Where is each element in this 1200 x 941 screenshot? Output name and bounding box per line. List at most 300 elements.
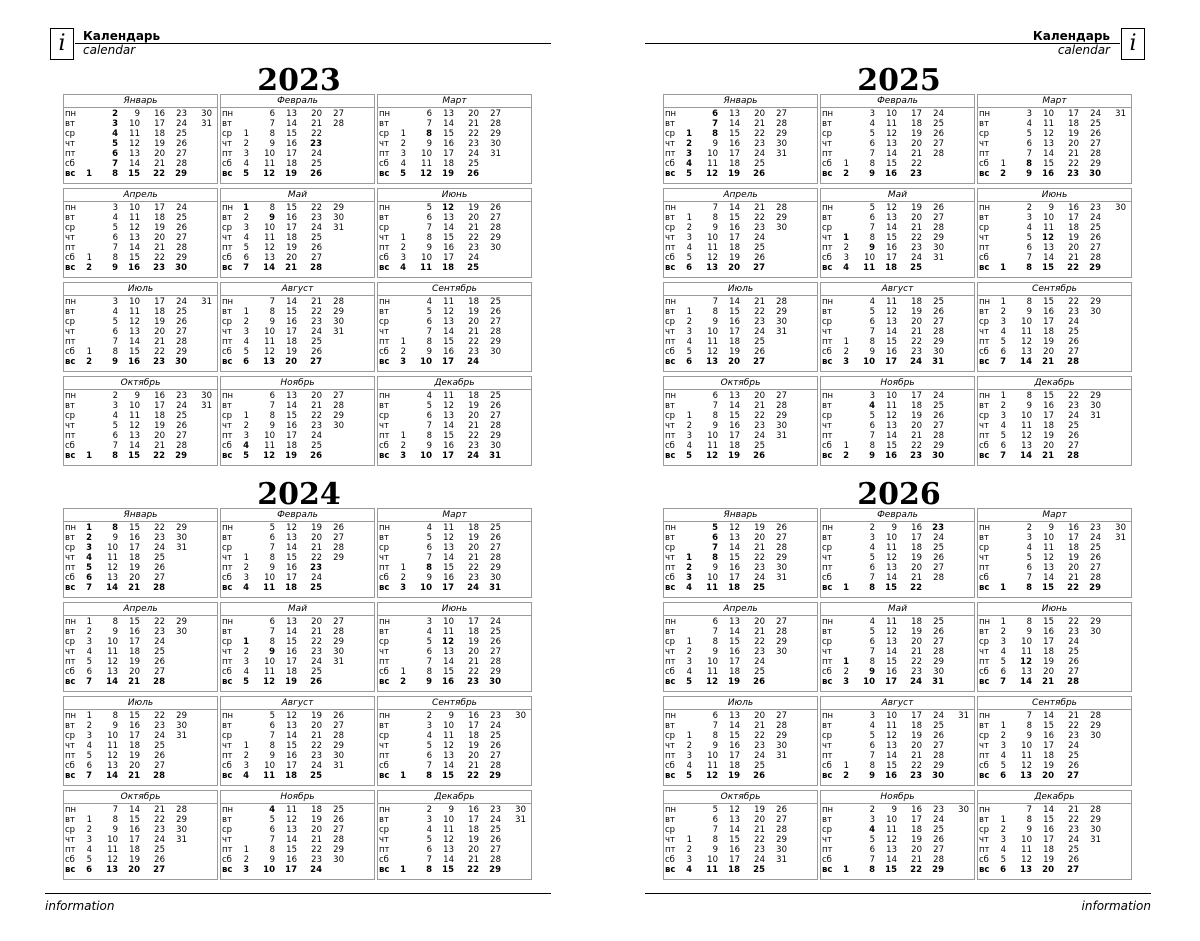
day-cell: 5 xyxy=(686,347,692,357)
weekday-row xyxy=(64,637,217,647)
day-cell: 23 xyxy=(933,805,944,815)
day-cell: 24 xyxy=(468,253,479,263)
day-cell: 25 xyxy=(154,553,165,563)
weekday-row xyxy=(664,441,817,451)
day-cell: 21 xyxy=(1042,357,1054,367)
weekday-row xyxy=(978,223,1131,233)
weekday-row xyxy=(64,391,217,401)
weekday-label: вт xyxy=(665,401,675,411)
weekday-label: ср xyxy=(665,317,676,327)
weekday-label: чт xyxy=(222,741,232,751)
day-cell: 12 xyxy=(264,347,275,357)
day-cell: 24 xyxy=(1068,317,1079,327)
day-cell: 23 xyxy=(910,771,922,781)
day-cell: 20 xyxy=(468,109,479,119)
day-cell: 13 xyxy=(729,711,740,721)
day-cell: 16 xyxy=(128,263,140,273)
day-cell: 20 xyxy=(911,741,922,751)
day-cell: 1 xyxy=(843,337,849,347)
weekday-row xyxy=(221,411,374,421)
day-cell: 11 xyxy=(886,119,897,129)
weekday-label: чт xyxy=(222,421,232,431)
day-cell: 16 xyxy=(154,109,165,119)
day-cell: 3 xyxy=(686,149,692,159)
weekday-label: пн xyxy=(222,297,234,307)
weekday-row xyxy=(221,835,374,845)
day-cell: 14 xyxy=(1020,451,1032,461)
day-cell: 18 xyxy=(911,721,922,731)
day-cell: 29 xyxy=(333,411,344,421)
weekday-label: вт xyxy=(979,307,989,317)
day-cell: 12 xyxy=(129,139,140,149)
day-cell: 21 xyxy=(154,243,165,253)
day-cell: 7 xyxy=(869,223,875,233)
day-cell: 15 xyxy=(443,129,454,139)
day-cell: 6 xyxy=(712,533,718,543)
weekday-label: вт xyxy=(379,533,389,543)
weekday-row xyxy=(64,223,217,233)
day-cell: 24 xyxy=(311,761,322,771)
weekday-row xyxy=(664,657,817,667)
day-cell: 23 xyxy=(467,677,479,687)
weekday-row xyxy=(64,149,217,159)
weekday-row xyxy=(221,805,374,815)
day-cell: 3 xyxy=(86,835,92,845)
weekday-row xyxy=(821,441,974,451)
day-cell: 19 xyxy=(468,533,479,543)
day-cell: 16 xyxy=(286,139,297,149)
day-cell: 3 xyxy=(243,327,249,337)
day-cell: 9 xyxy=(1048,523,1054,533)
month-name: Июнь xyxy=(378,603,531,616)
day-cell: 30 xyxy=(515,805,526,815)
day-cell: 2 xyxy=(843,347,849,357)
day-cell: 23 xyxy=(311,421,322,431)
day-cell: 22 xyxy=(1067,263,1079,273)
weekday-label: ср xyxy=(979,317,990,327)
day-cell: 14 xyxy=(886,223,897,233)
day-cell: 8 xyxy=(1026,617,1032,627)
day-cell: 19 xyxy=(129,657,140,667)
day-cell: 27 xyxy=(333,109,344,119)
day-cell: 30 xyxy=(776,223,787,233)
day-cell: 3 xyxy=(86,637,92,647)
day-cell: 16 xyxy=(129,825,140,835)
day-cell: 9 xyxy=(712,647,718,657)
day-cell: 28 xyxy=(333,543,344,553)
weekday-label: пт xyxy=(665,563,676,573)
day-cell: 13 xyxy=(286,533,297,543)
day-cell: 28 xyxy=(776,297,787,307)
day-cell: 21 xyxy=(911,573,922,583)
weekday-row xyxy=(821,617,974,627)
day-cell: 1 xyxy=(843,159,849,169)
day-cell: 18 xyxy=(154,213,165,223)
day-cell: 3 xyxy=(843,253,849,263)
day-cell: 29 xyxy=(776,835,787,845)
day-cell: 16 xyxy=(129,533,140,543)
day-cell: 11 xyxy=(443,731,454,741)
day-cell: 2 xyxy=(426,711,432,721)
day-cell: 21 xyxy=(911,855,922,865)
day-cell: 26 xyxy=(154,657,165,667)
day-cell: 16 xyxy=(886,243,897,253)
day-cell: 20 xyxy=(286,253,297,263)
day-cell: 22 xyxy=(311,203,322,213)
day-cell: 24 xyxy=(467,451,479,461)
day-cell: 30 xyxy=(776,139,787,149)
day-cell: 22 xyxy=(468,431,479,441)
day-cell: 3 xyxy=(686,431,692,441)
month-block xyxy=(220,188,375,278)
day-cell: 3 xyxy=(112,401,118,411)
weekday-row xyxy=(64,721,217,731)
day-cell: 25 xyxy=(154,741,165,751)
day-cell: 29 xyxy=(333,307,344,317)
day-cell: 28 xyxy=(933,431,944,441)
weekday-label: вс xyxy=(379,357,390,367)
day-cell: 9 xyxy=(426,677,432,687)
day-cell: 10 xyxy=(886,533,897,543)
day-cell: 12 xyxy=(263,451,275,461)
day-cell: 27 xyxy=(933,563,944,573)
day-cell: 29 xyxy=(175,451,187,461)
day-cell: 11 xyxy=(1021,421,1032,431)
weekday-label: чт xyxy=(379,233,389,243)
month-name: Август xyxy=(821,283,974,296)
day-cell: 2 xyxy=(243,751,249,761)
day-cell: 7 xyxy=(112,337,118,347)
day-cell: 19 xyxy=(911,411,922,421)
weekday-row xyxy=(378,583,531,593)
day-cell: 1 xyxy=(86,451,92,461)
day-cell: 13 xyxy=(729,391,740,401)
day-cell: 8 xyxy=(269,741,275,751)
weekday-label: чт xyxy=(665,233,675,243)
day-cell: 25 xyxy=(1068,845,1079,855)
day-cell: 4 xyxy=(112,129,118,139)
year-title: 2026 xyxy=(857,477,941,512)
day-cell: 12 xyxy=(886,731,897,741)
day-cell: 28 xyxy=(933,855,944,865)
day-cell: 14 xyxy=(129,441,140,451)
day-cell: 11 xyxy=(863,263,875,273)
month-name: Январь xyxy=(664,509,817,522)
day-cell: 5 xyxy=(86,563,92,573)
weekday-label: ср xyxy=(379,317,390,327)
day-cell: 1 xyxy=(1000,159,1006,169)
weekday-label: чт xyxy=(822,835,832,845)
day-cell: 20 xyxy=(129,573,140,583)
weekday-label: ср xyxy=(379,543,390,553)
weekday-row xyxy=(221,563,374,573)
weekday-row xyxy=(821,307,974,317)
day-cell: 16 xyxy=(286,855,297,865)
day-cell: 25 xyxy=(754,667,765,677)
day-cell: 2 xyxy=(869,805,875,815)
weekday-row xyxy=(664,741,817,751)
weekday-label: сб xyxy=(65,347,75,357)
weekday-label: сб xyxy=(665,159,675,169)
weekday-label: сб xyxy=(979,441,989,451)
weekday-row xyxy=(64,337,217,347)
day-cell: 31 xyxy=(201,297,212,307)
day-cell: 23 xyxy=(468,441,479,451)
day-cell: 16 xyxy=(885,169,897,179)
day-cell: 30 xyxy=(333,647,344,657)
weekday-label: пт xyxy=(222,563,233,573)
day-cell: 9 xyxy=(426,347,432,357)
day-cell: 1 xyxy=(1000,391,1006,401)
day-cell: 30 xyxy=(1090,731,1101,741)
day-cell: 3 xyxy=(869,815,875,825)
day-cell: 15 xyxy=(729,411,740,421)
weekday-row xyxy=(978,129,1131,139)
day-cell: 13 xyxy=(1043,243,1054,253)
weekday-label: сб xyxy=(379,159,389,169)
day-cell: 13 xyxy=(286,721,297,731)
weekday-row xyxy=(664,347,817,357)
day-cell: 24 xyxy=(1090,213,1101,223)
weekday-label: ср xyxy=(222,731,233,741)
day-cell: 16 xyxy=(443,347,454,357)
day-cell: 22 xyxy=(154,617,165,627)
weekday-row xyxy=(378,401,531,411)
weekday-label: пн xyxy=(665,805,677,815)
weekday-row xyxy=(664,411,817,421)
day-cell: 24 xyxy=(933,391,944,401)
day-cell: 9 xyxy=(426,441,432,451)
weekday-label: вс xyxy=(979,583,990,593)
day-cell: 20 xyxy=(311,617,322,627)
day-cell: 17 xyxy=(911,711,922,721)
weekday-label: чт xyxy=(222,233,232,243)
day-cell: 27 xyxy=(490,411,501,421)
day-cell: 25 xyxy=(1068,327,1079,337)
month-block xyxy=(63,188,218,278)
day-cell: 17 xyxy=(286,223,297,233)
month-block xyxy=(663,696,818,786)
day-cell: 16 xyxy=(729,421,740,431)
weekday-label: вт xyxy=(222,119,232,129)
day-cell: 6 xyxy=(1000,347,1006,357)
day-cell: 4 xyxy=(843,263,849,273)
weekday-label: пн xyxy=(65,523,77,533)
weekday-row xyxy=(664,731,817,741)
day-cell: 8 xyxy=(426,233,432,243)
day-cell: 20 xyxy=(154,149,165,159)
day-cell: 30 xyxy=(933,243,944,253)
day-cell: 21 xyxy=(754,203,765,213)
day-cell: 9 xyxy=(712,563,718,573)
month-block xyxy=(63,376,218,466)
day-cell: 19 xyxy=(285,169,297,179)
day-cell: 21 xyxy=(311,119,322,129)
day-cell: 31 xyxy=(1090,835,1101,845)
day-cell: 18 xyxy=(468,391,479,401)
day-cell: 20 xyxy=(1042,865,1054,875)
day-cell: 3 xyxy=(1026,109,1032,119)
day-cell: 20 xyxy=(285,357,297,367)
weekday-label: сб xyxy=(379,573,389,583)
weekday-label: чт xyxy=(379,553,389,563)
weekday-row xyxy=(378,203,531,213)
weekday-label: ср xyxy=(65,129,76,139)
day-cell: 23 xyxy=(1068,825,1079,835)
day-cell: 19 xyxy=(311,523,322,533)
day-cell: 4 xyxy=(112,213,118,223)
day-cell: 25 xyxy=(490,731,501,741)
day-cell: 4 xyxy=(426,523,432,533)
day-cell: 1 xyxy=(400,563,406,573)
weekday-row xyxy=(221,263,374,273)
day-cell: 23 xyxy=(1068,627,1079,637)
day-cell: 17 xyxy=(286,431,297,441)
weekday-label: пт xyxy=(822,243,833,253)
weekday-row xyxy=(664,805,817,815)
weekday-row xyxy=(664,401,817,411)
weekday-label: вт xyxy=(979,721,989,731)
day-cell: 27 xyxy=(490,317,501,327)
weekday-row xyxy=(664,213,817,223)
weekday-row xyxy=(64,741,217,751)
day-cell: 5 xyxy=(112,317,118,327)
month-block xyxy=(820,376,975,466)
weekday-label: пт xyxy=(379,243,390,253)
day-cell: 24 xyxy=(754,431,765,441)
day-cell: 25 xyxy=(933,401,944,411)
day-cell: 16 xyxy=(885,771,897,781)
day-cell: 16 xyxy=(128,357,140,367)
day-cell: 11 xyxy=(706,865,718,875)
day-cell: 24 xyxy=(311,573,322,583)
day-cell: 24 xyxy=(310,865,322,875)
day-cell: 8 xyxy=(712,835,718,845)
month-block xyxy=(63,282,218,372)
day-cell: 8 xyxy=(712,731,718,741)
day-cell: 28 xyxy=(153,677,165,687)
month-block xyxy=(377,376,532,466)
day-cell: 24 xyxy=(176,119,187,129)
weekday-label: пт xyxy=(979,751,990,761)
day-cell: 20 xyxy=(154,327,165,337)
day-cell: 18 xyxy=(154,307,165,317)
weekday-row xyxy=(978,317,1131,327)
weekday-label: сб xyxy=(222,441,232,451)
day-cell: 7 xyxy=(86,771,92,781)
weekday-row xyxy=(221,583,374,593)
weekday-row xyxy=(221,297,374,307)
day-cell: 8 xyxy=(269,411,275,421)
day-cell: 22 xyxy=(154,347,165,357)
weekday-label: вс xyxy=(222,357,233,367)
day-cell: 5 xyxy=(1000,761,1006,771)
day-cell: 16 xyxy=(1043,401,1054,411)
day-cell: 8 xyxy=(426,431,432,441)
day-cell: 12 xyxy=(886,411,897,421)
day-cell: 3 xyxy=(400,583,406,593)
day-cell: 8 xyxy=(712,637,718,647)
weekday-label: сб xyxy=(979,159,989,169)
day-cell: 13 xyxy=(706,263,718,273)
day-cell: 27 xyxy=(933,421,944,431)
day-cell: 10 xyxy=(707,327,718,337)
day-cell: 12 xyxy=(729,523,740,533)
weekday-row xyxy=(821,129,974,139)
day-cell: 27 xyxy=(776,109,787,119)
day-cell: 17 xyxy=(911,391,922,401)
month-block xyxy=(377,282,532,372)
day-cell: 15 xyxy=(443,337,454,347)
weekday-row xyxy=(221,647,374,657)
day-cell: 22 xyxy=(311,129,322,139)
day-cell: 18 xyxy=(129,741,140,751)
day-cell: 24 xyxy=(1068,411,1079,421)
day-cell: 14 xyxy=(106,583,118,593)
day-cell: 6 xyxy=(112,327,118,337)
day-cell: 9 xyxy=(712,845,718,855)
day-cell: 17 xyxy=(443,149,454,159)
day-cell: 16 xyxy=(1068,523,1079,533)
weekday-label: пт xyxy=(65,243,76,253)
day-cell: 11 xyxy=(886,401,897,411)
day-cell: 10 xyxy=(264,657,275,667)
day-cell: 1 xyxy=(400,771,406,781)
day-cell: 30 xyxy=(175,263,187,273)
day-cell: 5 xyxy=(1026,233,1032,243)
day-cell: 13 xyxy=(129,233,140,243)
day-cell: 24 xyxy=(1090,533,1101,543)
weekday-row xyxy=(664,865,817,875)
weekday-row xyxy=(821,741,974,751)
month-block xyxy=(377,94,532,184)
day-cell: 17 xyxy=(443,253,454,263)
day-cell: 28 xyxy=(1090,149,1101,159)
day-cell: 26 xyxy=(490,203,501,213)
weekday-label: пт xyxy=(65,845,76,855)
month-block xyxy=(377,188,532,278)
day-cell: 14 xyxy=(1043,805,1054,815)
day-cell: 22 xyxy=(754,731,765,741)
day-cell: 26 xyxy=(933,129,944,139)
day-cell: 13 xyxy=(107,573,118,583)
weekday-label: сб xyxy=(979,573,989,583)
day-cell: 24 xyxy=(1068,835,1079,845)
day-cell: 3 xyxy=(400,149,406,159)
day-cell: 9 xyxy=(112,721,118,731)
month-block xyxy=(820,790,975,880)
day-cell: 27 xyxy=(333,825,344,835)
month-block xyxy=(977,282,1132,372)
day-cell: 23 xyxy=(311,317,322,327)
day-cell: 15 xyxy=(286,845,297,855)
day-cell: 6 xyxy=(269,721,275,731)
day-cell: 3 xyxy=(1000,317,1006,327)
weekday-label: вс xyxy=(665,583,676,593)
day-cell: 9 xyxy=(448,805,454,815)
day-cell: 7 xyxy=(1000,677,1006,687)
day-cell: 15 xyxy=(128,169,140,179)
day-cell: 6 xyxy=(112,431,118,441)
weekday-label: сб xyxy=(379,347,389,357)
day-cell: 27 xyxy=(490,213,501,223)
day-cell: 10 xyxy=(264,573,275,583)
day-cell: 30 xyxy=(958,805,969,815)
day-cell: 9 xyxy=(712,317,718,327)
day-cell: 2 xyxy=(843,451,849,461)
day-cell: 9 xyxy=(869,451,875,461)
day-cell: 12 xyxy=(443,741,454,751)
